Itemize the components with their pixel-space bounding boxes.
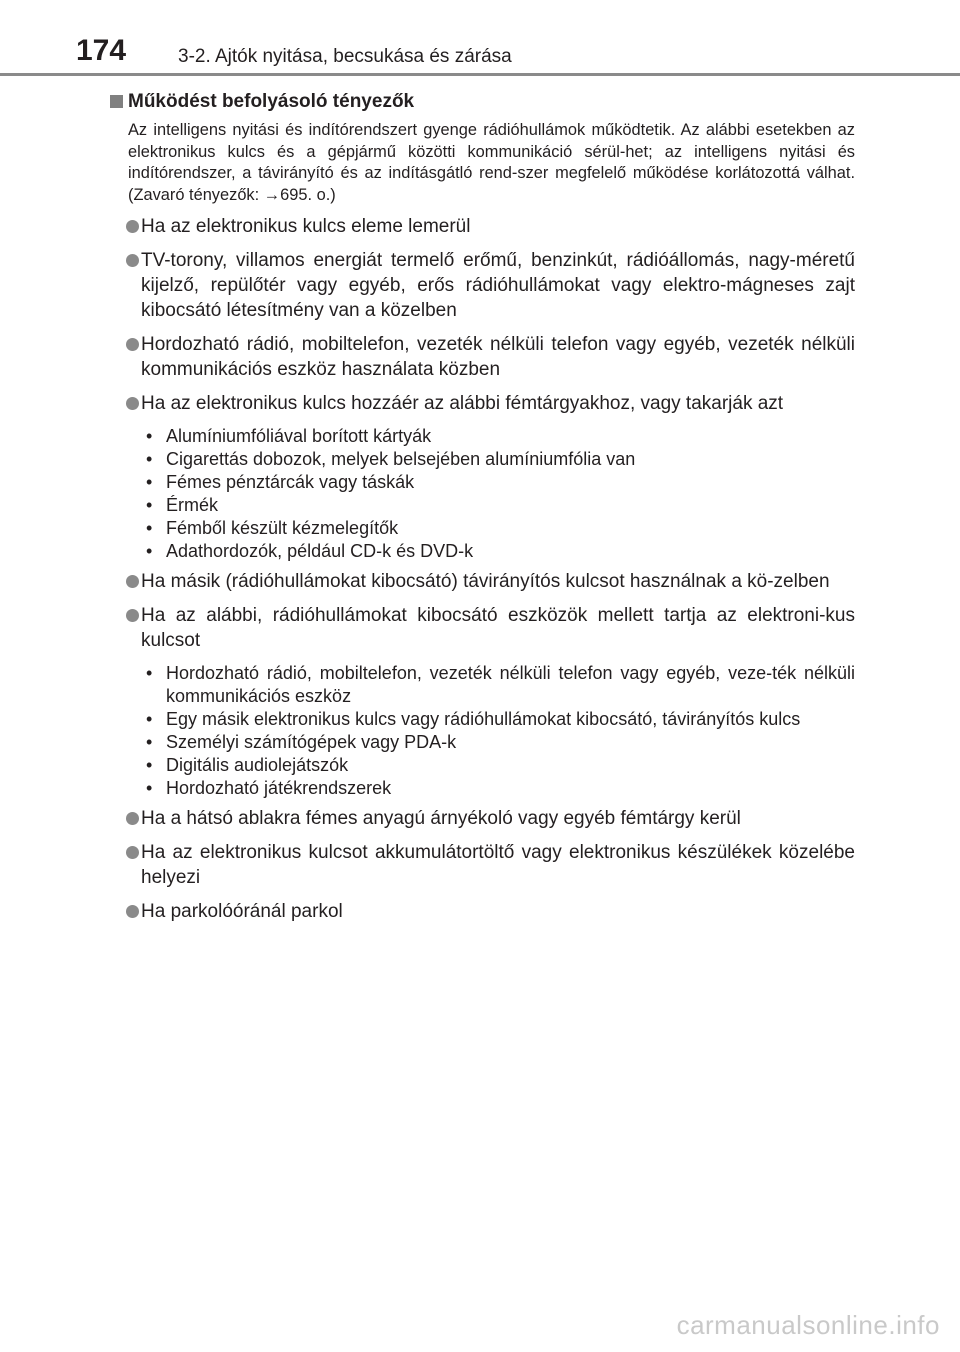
- sub-list-item-text: Egy másik elektronikus kulcs vagy rádióhullámokat kibocsátó, távirányítós kulcs: [166, 709, 801, 729]
- sub-list-item-text: Digitális audiolejátszók: [166, 755, 349, 775]
- list-item: [110, 603, 855, 653]
- sub-list-item-text: Fémes pénztárcák vagy táskák: [166, 472, 415, 492]
- sub-list-item-text: Fémből készült kézmelegítők: [166, 518, 399, 538]
- sub-list-item: [141, 731, 855, 754]
- circle-bullet-icon: [126, 812, 139, 825]
- bullet-icon: •: [146, 449, 153, 469]
- bullet-icon: •: [146, 732, 153, 752]
- list-item-text: Ha másik (rádióhullámokat kibocsátó) távirányítós kulcsot használnak a kö-zelben: [141, 571, 830, 592]
- sub-list-item: [141, 777, 855, 800]
- page-header: [0, 0, 960, 80]
- sub-list-item-text: Hordozható rádió, mobiltelefon, vezeték nélküli telefon vagy egyéb, veze-ték nélküli kommunikációs eszköz: [166, 663, 855, 706]
- sub-list-item: [141, 494, 855, 517]
- sub-list-item-text: Adathordozók, például CD-k és DVD-k: [166, 541, 474, 561]
- list-item-text: Ha az elektronikus kulcs hozzáér az alábbi fémtárgyakhoz, vagy takarják azt: [141, 393, 784, 414]
- sub-list-item: [141, 662, 855, 708]
- circle-bullet-icon: [126, 905, 139, 918]
- circle-bullet-icon: [126, 397, 139, 410]
- heading-text: Működést befolyásoló tényezők: [128, 91, 415, 112]
- sub-list-item-text: Cigarettás dobozok, melyek belsejében alumíniumfólia van: [166, 449, 636, 469]
- bullet-icon: •: [146, 663, 153, 683]
- list-item: [110, 248, 855, 323]
- main-content: [110, 90, 855, 933]
- bullet-icon: •: [146, 495, 153, 515]
- sub-list-item-text: Hordozható játékrendszerek: [166, 778, 392, 798]
- list-item: [110, 332, 855, 382]
- list-item: [110, 569, 855, 594]
- circle-bullet-icon: [126, 254, 139, 267]
- list-item-text: Ha parkolóóránál parkol: [141, 901, 343, 922]
- list-item-text: Ha az alábbi, rádióhullámokat kibocsátó eszközök mellett tartja az elektroni-kus kulcsot: [141, 605, 855, 651]
- bullet-icon: •: [146, 778, 153, 798]
- section-heading: [110, 90, 855, 114]
- list-item-text: Ha az elektronikus kulcsot akkumulátortöltő vagy elektronikus készülékek közelébe helyezi: [141, 842, 855, 888]
- list-item: [110, 214, 855, 239]
- circle-bullet-icon: [126, 846, 139, 859]
- sub-list-item: [141, 425, 855, 448]
- sub-list-item: [141, 754, 855, 777]
- list-item: [110, 840, 855, 890]
- sub-list-item: [141, 517, 855, 540]
- list-item-text: Hordozható rádió, mobiltelefon, vezeték nélküli telefon vagy egyéb, vezeték nélküli kommunikációs eszköz használata közben: [141, 334, 855, 380]
- circle-bullet-icon: [126, 338, 139, 351]
- watermark-brand: carmanualsonline.info: [676, 1310, 940, 1340]
- bullet-icon: •: [146, 518, 153, 538]
- list-item: [110, 899, 855, 924]
- sub-list-item-text: Alumíniumfóliával borított kártyák: [166, 426, 432, 446]
- list-item: [110, 391, 855, 416]
- list-item-text: Ha a hátsó ablakra fémes anyagú árnyékoló vagy egyéb fémtárgy kerül: [141, 808, 741, 829]
- factor-list: [110, 214, 855, 924]
- sub-list-item: [141, 471, 855, 494]
- sub-list-item-text: Érmék: [166, 495, 219, 515]
- list-item-text: Ha az elektronikus kulcs eleme lemerül: [141, 216, 471, 237]
- sub-list-item: [141, 540, 855, 563]
- list-item-text: TV-torony, villamos energiát termelő erőmű, benzinkút, rádióállomás, nagy-méretű kijelző, repülőtér vagy egyéb, erős rádióhullámokat vagy elektro-mágneses zajt kibocsátó létesítmény van a közelben: [141, 250, 855, 321]
- circle-bullet-icon: [126, 609, 139, 622]
- circle-bullet-icon: [126, 575, 139, 588]
- bullet-icon: •: [146, 541, 153, 561]
- bullet-icon: •: [146, 426, 153, 446]
- bullet-icon: •: [146, 472, 153, 492]
- circle-bullet-icon: [126, 220, 139, 233]
- intro-paragraph: Az intelligens nyitási és indítórendszert gyenge rádióhullámok működtetik. Az alábbi esetekben az elektronikus kulcs és a gépjármű közötti kommunikáció sérül-het; az intelligens nyitási és indítórendszer, a távirányító és az indításgátló rend-szer megfelelő működése korlátozottá válhat. (Zavaró tényezők: →695. o.): [128, 121, 855, 204]
- section-title: 3-2. Ajtók nyitása, becsukása és zárása: [178, 46, 512, 67]
- header-divider: [0, 73, 960, 76]
- sub-list-item: [141, 448, 855, 471]
- square-marker-icon: [110, 95, 123, 108]
- bullet-icon: •: [146, 709, 153, 729]
- sub-list: [141, 662, 855, 800]
- page-number: 174: [76, 34, 127, 67]
- sub-list: [141, 425, 855, 563]
- sub-list-item: [141, 708, 855, 731]
- sub-list-item-text: Személyi számítógépek vagy PDA-k: [166, 732, 457, 752]
- bullet-icon: •: [146, 755, 153, 775]
- list-item: [110, 806, 855, 831]
